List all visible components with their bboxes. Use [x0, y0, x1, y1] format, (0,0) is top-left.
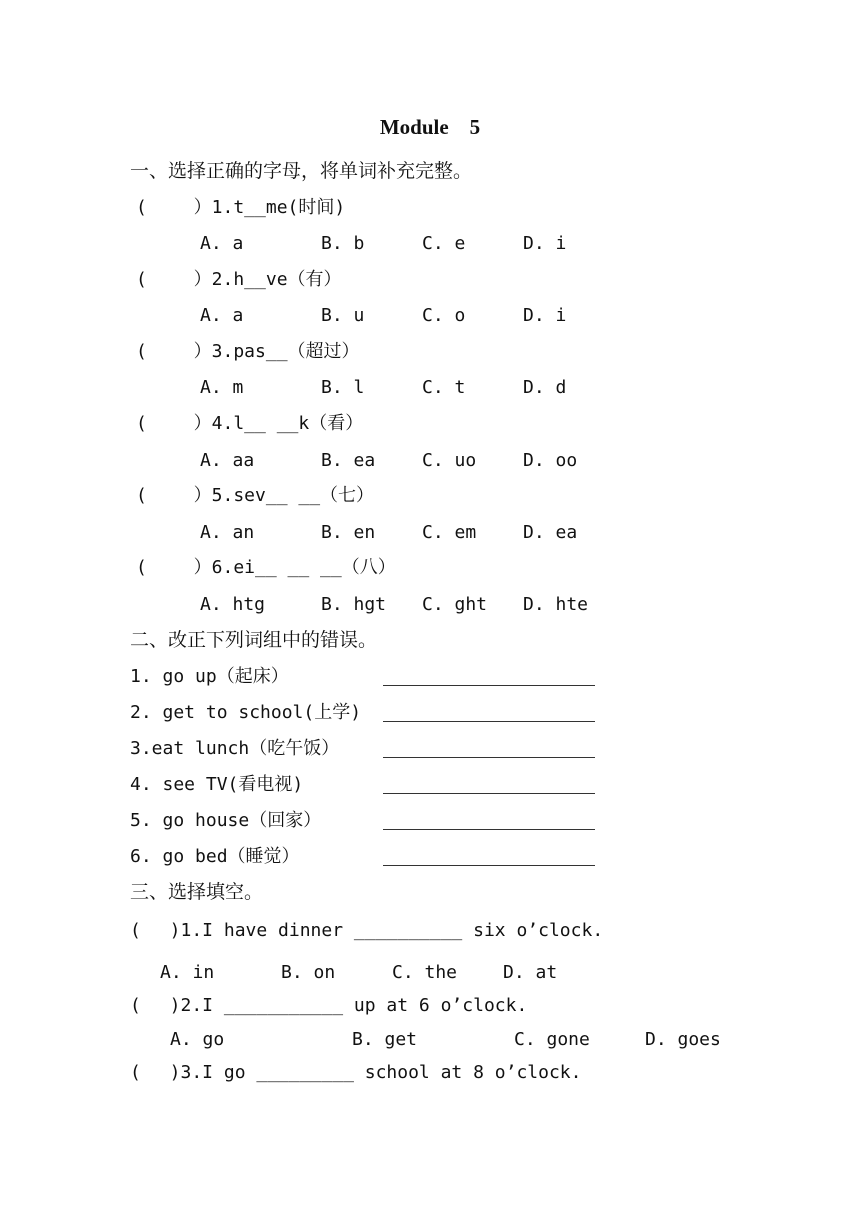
- option-d: D. at: [503, 962, 558, 983]
- question-prompt: ( ）1.t__me(时间): [136, 197, 346, 218]
- answer-line[interactable]: [383, 865, 595, 866]
- answer-line[interactable]: [383, 721, 595, 722]
- answer-line[interactable]: [383, 757, 595, 758]
- correction-item: 4. see TV(看电视): [130, 774, 304, 795]
- option-c: C. the: [392, 962, 458, 983]
- option-a: A. an: [200, 522, 255, 543]
- section-2-heading: 二、改正下列词组中的错误。: [130, 629, 378, 651]
- correction-item: 2. get to school(上学): [130, 702, 362, 723]
- section-1-heading: 一、选择正确的字母，将单词补充完整。: [130, 160, 473, 182]
- answer-line[interactable]: [383, 829, 595, 830]
- option-c: C. t: [422, 377, 466, 398]
- option-d: D. oo: [523, 450, 578, 471]
- option-d: D. hte: [523, 594, 589, 615]
- option-b: B. b: [321, 233, 365, 254]
- fill-question-prompt: ( )2.I ___________ up at 6 o’clock.: [130, 995, 528, 1016]
- question-prompt: ( ）4.l__ __k（看）: [136, 413, 364, 434]
- option-a: A. aa: [200, 450, 255, 471]
- correction-item: 5. go house（回家）: [130, 810, 322, 831]
- option-c: C. gone: [514, 1029, 590, 1050]
- option-b: B. u: [321, 305, 365, 326]
- question-prompt: ( ）3.pas__（超过）: [136, 341, 360, 362]
- option-d: D. i: [523, 305, 567, 326]
- option-a: A. go: [170, 1029, 225, 1050]
- option-a: A. htg: [200, 594, 266, 615]
- option-a: A. a: [200, 233, 244, 254]
- option-d: D. d: [523, 377, 567, 398]
- option-b: B. hgt: [321, 594, 387, 615]
- correction-item: 6. go bed（睡觉）: [130, 846, 300, 867]
- question-prompt: ( ）6.ei__ __ __（八）: [136, 557, 396, 578]
- fill-question-prompt: ( )3.I go _________ school at 8 o’clock.: [130, 1062, 582, 1083]
- fill-question-prompt: ( )1.I have dinner __________ six o’clock.: [130, 920, 604, 941]
- option-c: C. em: [422, 522, 477, 543]
- option-d: D. i: [523, 233, 567, 254]
- option-a: A. in: [160, 962, 215, 983]
- page-title: Module 5: [379, 115, 481, 139]
- answer-line[interactable]: [383, 685, 595, 686]
- option-c: C. uo: [422, 450, 477, 471]
- option-c: C. e: [422, 233, 466, 254]
- question-prompt: ( ）2.h__ve（有）: [136, 269, 342, 290]
- question-prompt: ( ）5.sev__ __（七）: [136, 485, 375, 506]
- option-b: B. en: [321, 522, 376, 543]
- option-a: A. a: [200, 305, 244, 326]
- option-b: B. ea: [321, 450, 376, 471]
- option-b: B. l: [321, 377, 365, 398]
- section-3-heading: 三、选择填空。: [130, 881, 264, 903]
- answer-line[interactable]: [383, 793, 595, 794]
- correction-item: 1. go up（起床）: [130, 666, 289, 687]
- option-c: C. o: [422, 305, 466, 326]
- option-a: A. m: [200, 377, 244, 398]
- option-b: B. on: [281, 962, 336, 983]
- option-b: B. get: [352, 1029, 418, 1050]
- option-c: C. ght: [422, 594, 488, 615]
- correction-item: 3.eat lunch（吃午饭）: [130, 738, 340, 759]
- option-d: D. goes: [645, 1029, 721, 1050]
- option-d: D. ea: [523, 522, 578, 543]
